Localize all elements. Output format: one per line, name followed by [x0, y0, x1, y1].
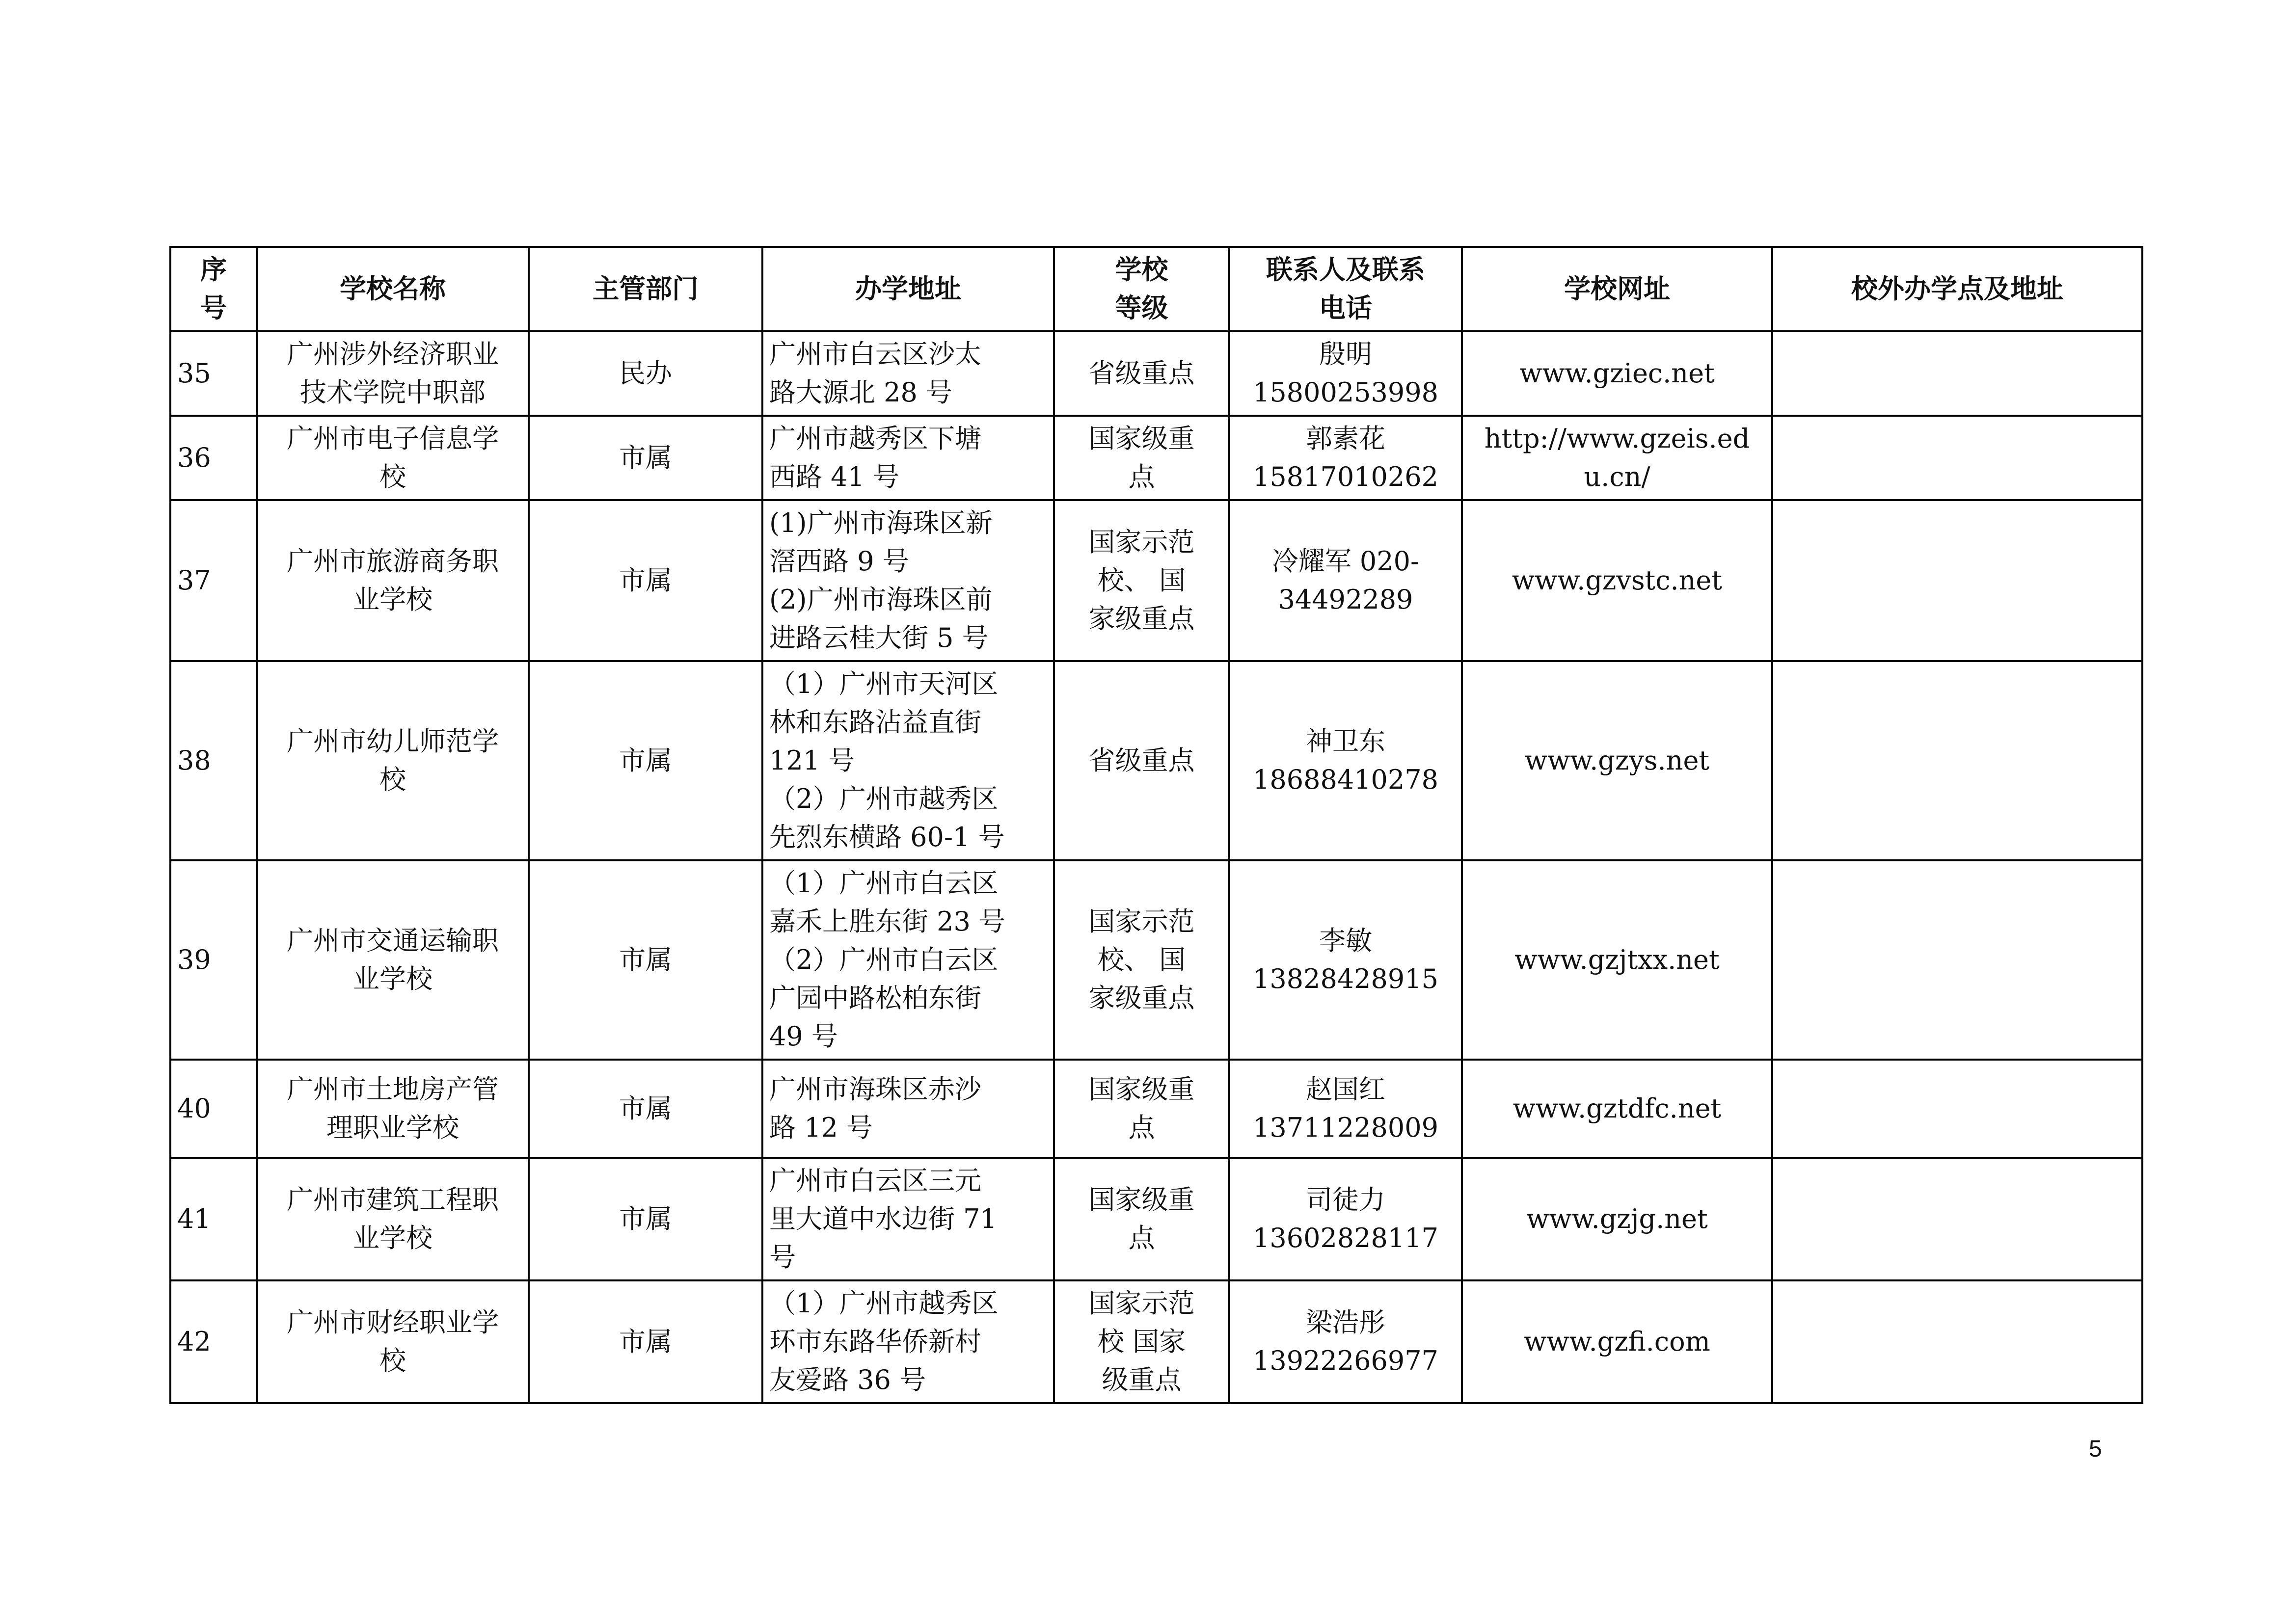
table-row	[170, 1158, 2142, 1280]
cell-address: （1）广州市越秀区 环市东路华侨新村 友爱路 36 号	[762, 1280, 1054, 1403]
schools-table	[169, 246, 2143, 1404]
cell-website: www.gzjg.net	[1462, 1158, 1772, 1280]
cell-school-name: 广州市电子信息学 校	[257, 416, 529, 500]
cell-school-name: 广州市财经职业学 校	[257, 1280, 529, 1403]
cell-school-name: 广州市建筑工程职 业学校	[257, 1158, 529, 1280]
cell-level: 国家示范 校、 国 家级重点	[1054, 860, 1229, 1060]
header-no: 序 号	[170, 247, 257, 331]
table-row	[170, 661, 2142, 860]
cell-level: 省级重点	[1054, 331, 1229, 416]
cell-website: www.gzvstc.net	[1462, 500, 1772, 661]
cell-department: 市属	[529, 1158, 762, 1280]
table-row	[170, 860, 2142, 1060]
table-row	[170, 1060, 2142, 1158]
cell-department: 民办	[529, 331, 762, 416]
cell-address: 广州市越秀区下塘 西路 41 号	[762, 416, 1054, 500]
cell-no: 41	[170, 1158, 257, 1280]
cell-address: （1）广州市白云区 嘉禾上胜东街 23 号 （2）广州市白云区 广园中路松柏东街 49 号	[762, 860, 1054, 1060]
cell-contact: 梁浩彤 13922266977	[1229, 1280, 1462, 1403]
cell-no: 42	[170, 1280, 257, 1403]
cell-contact: 李敏 13828428915	[1229, 860, 1462, 1060]
cell-level: 国家示范 校、 国 家级重点	[1054, 500, 1229, 661]
cell-website: www.gztdfc.net	[1462, 1060, 1772, 1158]
cell-department: 市属	[529, 500, 762, 661]
cell-outside-sites	[1772, 1060, 2142, 1158]
cell-outside-sites	[1772, 416, 2142, 500]
cell-department: 市属	[529, 1060, 762, 1158]
cell-outside-sites	[1772, 331, 2142, 416]
table-row	[170, 331, 2142, 416]
cell-address: 广州市白云区三元 里大道中水边街 71 号	[762, 1158, 1054, 1280]
cell-school-name: 广州市土地房产管 理职业学校	[257, 1060, 529, 1158]
cell-outside-sites	[1772, 500, 2142, 661]
table-row	[170, 1280, 2142, 1403]
cell-address: (1)广州市海珠区新 滘西路 9 号 (2)广州市海珠区前 进路云桂大街 5 号	[762, 500, 1054, 661]
cell-website: www.gziec.net	[1462, 331, 1772, 416]
table-row	[170, 500, 2142, 661]
cell-address: 广州市白云区沙太 路大源北 28 号	[762, 331, 1054, 416]
cell-school-name: 广州市交通运输职 业学校	[257, 860, 529, 1060]
cell-level: 国家级重 点	[1054, 1060, 1229, 1158]
header-address: 办学地址	[762, 247, 1054, 331]
header-outside-sites: 校外办学点及地址	[1772, 247, 2142, 331]
cell-website: www.gzjtxx.net	[1462, 860, 1772, 1060]
cell-school-name: 广州市幼儿师范学 校	[257, 661, 529, 860]
cell-no: 35	[170, 331, 257, 416]
cell-contact: 神卫东 18688410278	[1229, 661, 1462, 860]
cell-contact: 赵国红 13711228009	[1229, 1060, 1462, 1158]
cell-outside-sites	[1772, 860, 2142, 1060]
cell-no: 39	[170, 860, 257, 1060]
header-website: 学校网址	[1462, 247, 1772, 331]
cell-level: 省级重点	[1054, 661, 1229, 860]
cell-level: 国家示范 校 国家 级重点	[1054, 1280, 1229, 1403]
cell-no: 37	[170, 500, 257, 661]
header-level: 学校 等级	[1054, 247, 1229, 331]
cell-address: 广州市海珠区赤沙 路 12 号	[762, 1060, 1054, 1158]
cell-school-name: 广州市旅游商务职 业学校	[257, 500, 529, 661]
cell-contact: 殷明 15800253998	[1229, 331, 1462, 416]
header-school-name: 学校名称	[257, 247, 529, 331]
cell-website: http://www.gzeis.ed u.cn/	[1462, 416, 1772, 500]
cell-no: 36	[170, 416, 257, 500]
cell-outside-sites	[1772, 1280, 2142, 1403]
cell-department: 市属	[529, 661, 762, 860]
cell-department: 市属	[529, 1280, 762, 1403]
cell-no: 38	[170, 661, 257, 860]
cell-department: 市属	[529, 860, 762, 1060]
cell-website: www.gzys.net	[1462, 661, 1772, 860]
cell-level: 国家级重 点	[1054, 1158, 1229, 1280]
cell-department: 市属	[529, 416, 762, 500]
cell-contact: 郭素花 15817010262	[1229, 416, 1462, 500]
cell-level: 国家级重 点	[1054, 416, 1229, 500]
page-number: 5	[2089, 1436, 2102, 1462]
cell-address: （1）广州市天河区 林和东路沾益直街 121 号 （2）广州市越秀区 先烈东横路 60-1 号	[762, 661, 1054, 860]
cell-contact: 冷耀军 020- 34492289	[1229, 500, 1462, 661]
header-department: 主管部门	[529, 247, 762, 331]
cell-outside-sites	[1772, 1158, 2142, 1280]
table-row	[170, 416, 2142, 500]
cell-contact: 司徒力 13602828117	[1229, 1158, 1462, 1280]
header-contact: 联系人及联系 电话	[1229, 247, 1462, 331]
cell-no: 40	[170, 1060, 257, 1158]
table-header-row	[170, 247, 2142, 331]
cell-outside-sites	[1772, 661, 2142, 860]
cell-school-name: 广州涉外经济职业 技术学院中职部	[257, 331, 529, 416]
cell-website: www.gzfi.com	[1462, 1280, 1772, 1403]
